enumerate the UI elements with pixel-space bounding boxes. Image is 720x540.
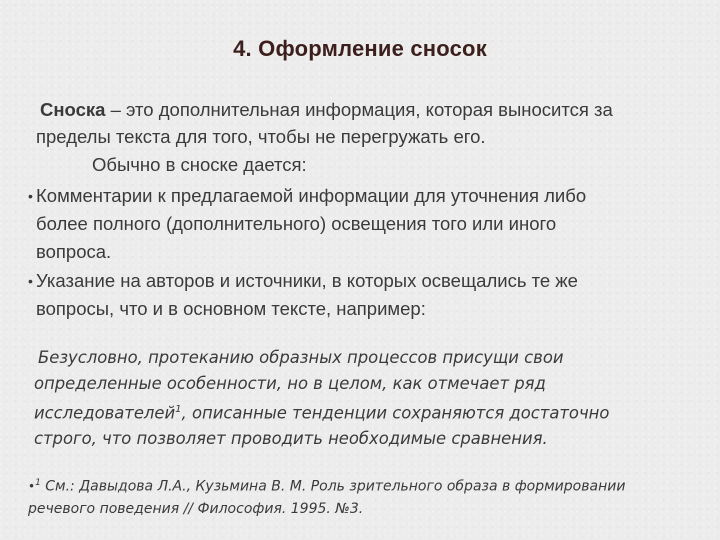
definition-line-1 [36,96,686,123]
footnote [28,472,688,520]
bullet-line: вопросы, что и в основном тексте, например: [36,298,426,319]
bullet-line: более полного (дополнительного) освещения того или иного [36,213,557,234]
definition-line-2: пределы текста для того, чтобы не перегружать его. [36,126,486,147]
quote-text: исследователей [34,403,176,423]
footnote-line-2: речевого поведения // Философия. 1995. №3. [28,500,364,517]
quote-line: Безусловно, протеканию образных процессов присущи свои [38,348,564,367]
footnote-line-1 [28,472,688,498]
quote-line: определенные особенности, но в целом, как отмечает ряд [34,374,546,393]
bullet-marker: • [28,188,33,204]
definition-term: Сноска [40,99,106,120]
bullet-line: вопроса. [36,241,112,262]
bullet-line: Комментарии к предлагаемой информации для уточнения либо [36,185,587,206]
footnote-text: См.: Давыдова Л.А., Кузьмина В. М. Роль зрительного образа в формировании [40,478,626,495]
footnote-marker: • [28,479,36,494]
slide-title: 4. Оформление сносок [233,36,487,61]
quote-line [34,397,654,426]
definition-paragraph [36,96,686,150]
quote-text: , описанные тенденции сохраняются достаточно [181,403,610,423]
definition-text: – это дополнительная информация, которая выносится за [105,99,613,120]
intro-line: Обычно в сноске дается: [92,154,307,175]
bullet-item-comments [28,182,688,266]
quote-line: строго, что позволяет проводить необходимые сравнения. [34,429,548,449]
footnote-reference: 1 [175,404,182,415]
bullet-item-authors [28,267,688,323]
footnote-number: 1 [35,478,41,488]
bullet-line: Указание на авторов и источники, в которых освещались те же [36,270,578,291]
example-quote [34,345,654,452]
bullet-marker: • [28,273,33,289]
